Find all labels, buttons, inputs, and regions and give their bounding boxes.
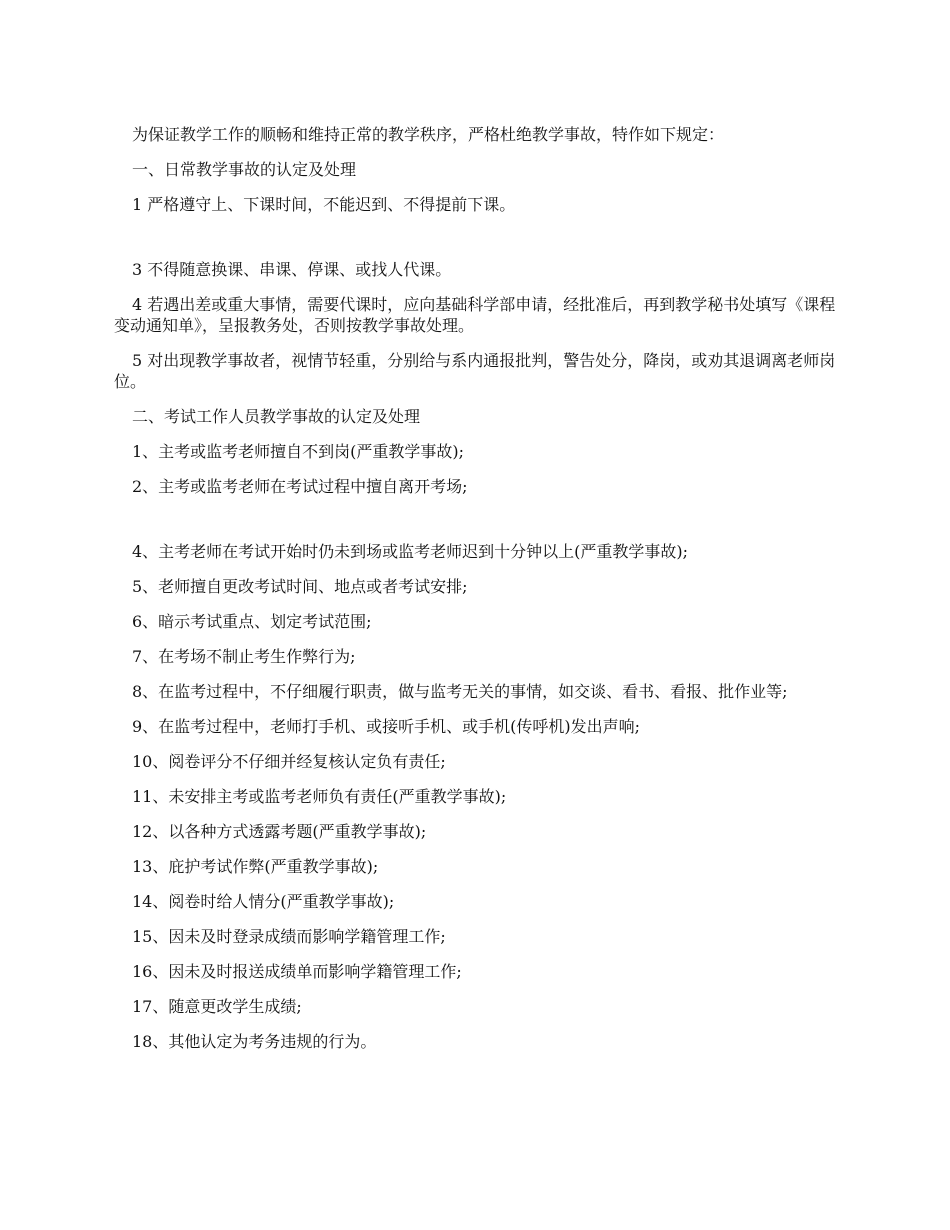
section-1-item: 4 若遇出差或重大事情，需要代课时，应向基础科学部申请，经批准后，再到教学秘书处填写《课程变动通知单》，呈报教务处，否则按教学事故处理。	[114, 295, 836, 335]
section-2-item: 11、未安排主考或监考老师负有责任(严重教学事故);	[132, 787, 507, 806]
section-1-item: 1 严格遵守上、下课时间，不能迟到、不得提前下课。	[132, 195, 516, 214]
section-2-heading: 二、考试工作人员教学事故的认定及处理	[132, 407, 421, 426]
section-2-item: 13、庇护考试作弊(严重教学事故);	[132, 857, 379, 876]
section-2-item: 9、在监考过程中，老师打手机、或接听手机、或手机(传呼机)发出声响;	[132, 717, 641, 736]
blank-gap	[130, 229, 838, 259]
section-1-item: 3 不得随意换课、串课、停课、或找人代课。	[132, 260, 452, 279]
section-2-item: 1、主考或监考老师擅自不到岗(严重教学事故);	[132, 442, 465, 461]
section-2-item: 17、随意更改学生成绩;	[132, 997, 302, 1016]
section-2-item: 10、阅卷评分不仔细并经复核认定负有责任;	[132, 752, 446, 771]
section-2-item: 14、阅卷时给人情分(严重教学事故);	[132, 892, 395, 911]
section-2-item: 6、暗示考试重点、划定考试范围;	[132, 612, 372, 631]
section-1-heading: 一、日常教学事故的认定及处理	[132, 160, 357, 179]
section-2-item: 8、在监考过程中，不仔细履行职责，做与监考无关的事情，如交谈、看书、看报、批作业等;	[132, 682, 788, 701]
section-2-item: 2、主考或监考老师在考试过程中擅自离开考场;	[132, 477, 468, 496]
section-2-item: 12、以各种方式透露考题(严重教学事故);	[132, 822, 427, 841]
section-2-item: 15、因未及时登录成绩而影响学籍管理工作;	[132, 927, 446, 946]
document-body	[114, 124, 838, 1066]
blank-gap	[130, 511, 838, 541]
section-2-item: 7、在考场不制止考生作弊行为;	[132, 647, 356, 666]
section-2-item: 18、其他认定为考务违规的行为。	[132, 1032, 377, 1051]
section-2-item: 16、因未及时报送成绩单而影响学籍管理工作;	[132, 962, 462, 981]
intro-paragraph: 为保证教学工作的顺畅和维持正常的教学秩序，严格杜绝教学事故，特作如下规定：	[132, 125, 725, 144]
section-2-item: 5、老师擅自更改考试时间、地点或者考试安排;	[132, 577, 468, 596]
section-2-item: 4、主考老师在考试开始时仍未到场或监考老师迟到十分钟以上(严重教学事故);	[132, 542, 689, 561]
section-1-item: 5 对出现教学事故者，视情节轻重，分别给与系内通报批判，警告处分，降岗，或劝其退调离老师岗位。	[114, 351, 836, 391]
